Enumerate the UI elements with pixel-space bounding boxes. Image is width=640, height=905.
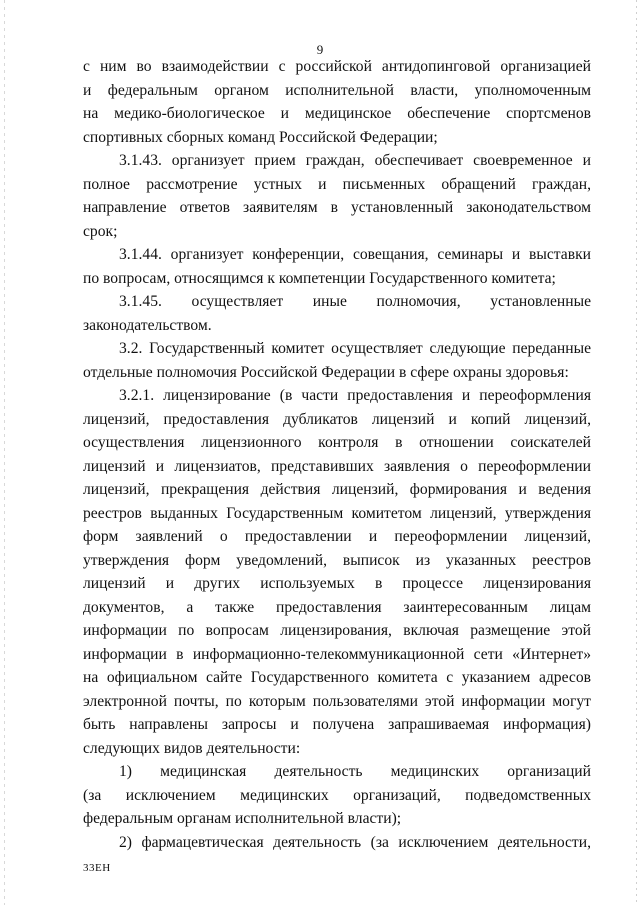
text-line: спортивных сборных команд Российской Федерации; <box>83 128 438 146</box>
text-line: по вопросам, относящимся к компетенции Государственного комитета; <box>83 269 556 287</box>
text-line: лицензий, прекращения действия лицензий, формирования и ведения <box>83 481 591 498</box>
text-line: (за исключением медицинских организаций, подведомственных <box>83 786 591 804</box>
text-line: 3.1.44. организует конференции, совещания, семинары и выставки <box>119 246 591 263</box>
text-line: быть направлены запросы и получена запрашиваемая информация) <box>83 716 591 733</box>
text-line: электронной почты, по которым пользователями этой информации могут <box>83 692 591 710</box>
text-line: 3.1.43. организует прием граждан, обеспечивает своевременное и <box>119 152 591 169</box>
text-line: лицензий и других используемых в процессе лицензирования <box>83 575 591 592</box>
text-line: информации по вопросам лицензирования, включая размещение этой <box>83 622 591 639</box>
text-line: 3.1.45. осуществляет иные полномочия, установленные <box>119 293 591 310</box>
text-line: 3.2. Государственный комитет осуществляет следующие переданные <box>119 340 591 357</box>
text-line: информации в информационно-телекоммуникационной сети «Интернет» <box>83 645 591 663</box>
text-line: реестров выданных Государственным комитетом лицензий, утверждения <box>83 504 591 522</box>
text-line: форм заявлений о предоставлении и переоформлении лицензий, <box>83 528 591 545</box>
scan-edge-left <box>4 0 5 905</box>
text-line: лицензий и лицензиатов, представивших заявления о переоформлении <box>83 457 591 475</box>
text-line: утверждения форм уведомлений, выписок из указанных реестров <box>83 551 591 569</box>
page-number: 9 <box>316 42 324 57</box>
text-line: 1) медицинская деятельность медицинских организаций <box>119 763 591 780</box>
text-line: срок; <box>83 222 118 240</box>
text-line: и федеральным органом исполнительной власти, уполномоченным <box>83 81 591 99</box>
text-line: полное рассмотрение устных и письменных обращений граждан, <box>83 175 591 193</box>
text-line: документов, а также предоставления заинтересованным лицам <box>83 598 591 616</box>
text-line: законодательством. <box>83 316 212 334</box>
text-line: на медико-биологическое и медицинское обеспечение спортсменов <box>83 105 591 122</box>
scan-edge-right <box>636 0 637 905</box>
text-line: на официальном сайте Государственного комитета с указанием адресов <box>83 669 591 686</box>
text-line: осуществления лицензионного контроля в отношении соискателей <box>83 434 591 451</box>
text-line: 3.2.1. лицензирование (в части предоставления и переоформления <box>119 387 591 404</box>
text-line: федеральным органам исполнительной власти); <box>83 810 402 827</box>
text-line: с ним во взаимодействии с российской антидопинговой организацией <box>83 58 591 75</box>
text-line: следующих видов деятельности: <box>83 739 301 757</box>
text-line: 2) фармацевтическая деятельность (за исключением деятельности, <box>119 833 591 851</box>
text-line: лицензий, предоставления дубликатов лицензий и копий лицензий, <box>83 410 591 428</box>
text-line: отдельные полномочия Российской Федерации в сфере охраны здоровья: <box>83 363 569 381</box>
footer-code: 33ЕН <box>83 862 111 874</box>
text-line: направление ответов заявителям в установленный законодательством <box>83 199 591 216</box>
body-text <box>83 55 591 854</box>
